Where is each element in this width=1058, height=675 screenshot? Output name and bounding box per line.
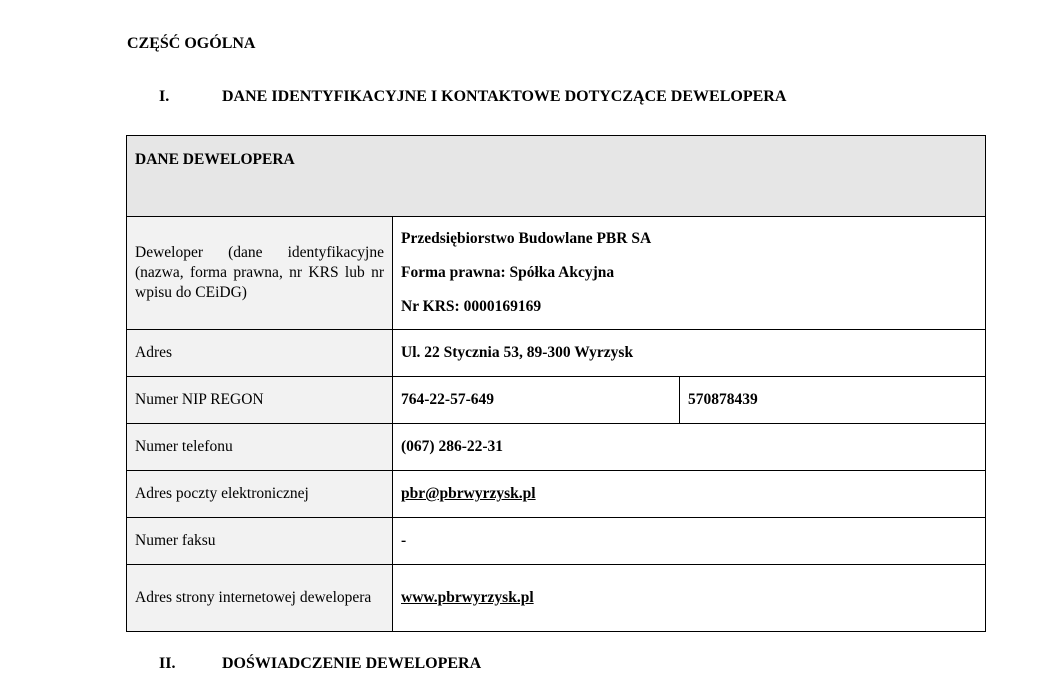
fax-label: Numer faksu [127,518,393,565]
email-label: Adres poczty elektronicznej [127,471,393,518]
section-heading-2 [159,655,481,673]
developer-value [393,217,986,330]
website-label: Adres strony internetowej dewelopera [127,565,393,632]
email-cell [393,471,986,518]
section-number: I. [159,88,170,105]
nip-regon-label: Numer NIP REGON [127,377,393,424]
developer-form: Forma prawna: Spółka Akcyjna [401,264,615,281]
developer-data-table [126,135,986,632]
section-heading-1 [159,88,786,106]
nip-value: 764-22-57-649 [393,377,680,424]
part-title: CZĘŚĆ OGÓLNA [127,35,256,52]
address-value: Ul. 22 Stycznia 53, 89-300 Wyrzysk [393,330,986,377]
fax-value: - [393,518,986,565]
section-title: DOŚWIADCZENIE DEWELOPERA [222,655,482,672]
website-link[interactable]: www.pbrwyrzysk.pl [401,589,534,606]
developer-name: Przedsiębiorstwo Budowlane PBR SA [401,230,652,247]
section-title: DANE IDENTYFIKACYJNE I KONTAKTOWE DOTYCZĄCE DEWELOPERA [222,88,787,105]
website-cell [393,565,986,632]
email-link[interactable]: pbr@pbrwyrzysk.pl [401,485,536,502]
table-header: DANE DEWELOPERA [127,136,986,217]
phone-value: (067) 286-22-31 [393,424,986,471]
address-label: Adres [127,330,393,377]
section-number: II. [159,655,176,672]
developer-label: Deweloper (dane identyfikacyjne (nazwa, forma prawna, nr KRS lub nr wpisu do CEiDG) [127,217,393,330]
phone-label: Numer telefonu [127,424,393,471]
developer-krs: Nr KRS: 0000169169 [401,298,542,315]
regon-value: 570878439 [680,377,986,424]
